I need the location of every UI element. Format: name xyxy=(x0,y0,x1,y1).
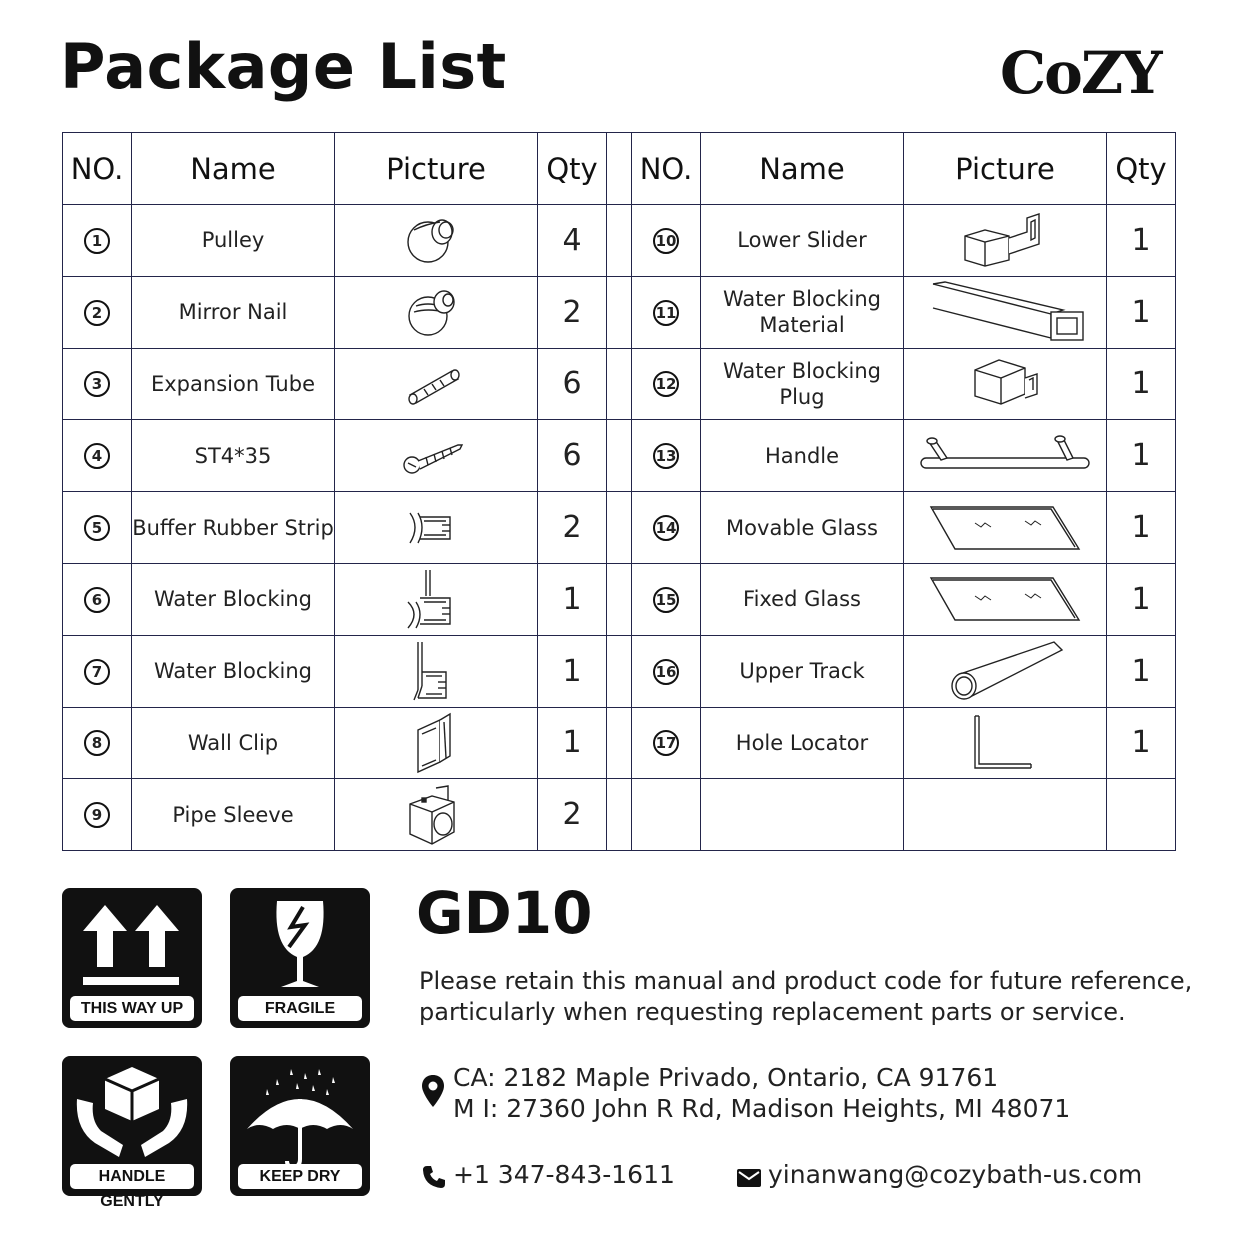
table-row xyxy=(63,563,1176,635)
expansion-tube-icon xyxy=(396,359,476,409)
table-row xyxy=(63,420,1176,492)
keep-dry-sign xyxy=(230,1056,370,1196)
item-name: Water Blocking Material xyxy=(701,276,904,348)
pulley-icon xyxy=(396,210,476,270)
item-number: 14 xyxy=(653,515,679,541)
table-gap xyxy=(607,133,632,205)
item-name: Expansion Tube xyxy=(132,348,335,420)
item-name: Mirror Nail xyxy=(132,276,335,348)
item-name: Wall Clip xyxy=(132,707,335,779)
retain-notice xyxy=(419,966,1219,1028)
item-qty: 2 xyxy=(538,492,607,564)
water-blocking-strip-icon xyxy=(396,566,476,632)
item-number: 17 xyxy=(653,730,679,756)
item-qty: 1 xyxy=(1107,707,1176,779)
item-qty: 1 xyxy=(1107,635,1176,707)
item-qty: 2 xyxy=(538,779,607,851)
package-list-table xyxy=(62,132,1176,851)
item-name: Buffer Rubber Strip xyxy=(132,492,335,564)
item-number: 11 xyxy=(653,300,679,326)
header-picture: Picture xyxy=(335,133,538,205)
mirror-nail-icon xyxy=(396,282,476,342)
sign-label: THIS WAY UP xyxy=(70,996,194,1021)
empty-cell xyxy=(701,779,904,851)
item-number: 12 xyxy=(653,371,679,397)
location-pin-icon xyxy=(421,1074,445,1108)
phone-number[interactable]: +1 347-843-1611 xyxy=(453,1160,675,1189)
item-qty: 6 xyxy=(538,420,607,492)
sign-label: KEEP DRY xyxy=(238,1164,362,1189)
item-qty: 1 xyxy=(1107,276,1176,348)
sign-label: FRAGILE xyxy=(238,996,362,1021)
header-name: Name xyxy=(701,133,904,205)
item-number: 8 xyxy=(84,730,110,756)
item-qty: 6 xyxy=(538,348,607,420)
cozy-logo: CoZY xyxy=(1000,39,1161,107)
notice-line: Please retain this manual and product code for future reference, xyxy=(419,967,1193,995)
item-name: ST4*35 xyxy=(132,420,335,492)
item-name: Water Blocking xyxy=(132,563,335,635)
item-number: 3 xyxy=(84,371,110,397)
empty-cell xyxy=(1107,779,1176,851)
rubber-strip-icon xyxy=(396,503,476,553)
item-qty: 1 xyxy=(1107,563,1176,635)
track-tube-icon xyxy=(940,638,1070,704)
lower-slider-icon xyxy=(955,208,1055,272)
item-name: Pulley xyxy=(132,205,335,277)
header-picture: Picture xyxy=(904,133,1107,205)
item-name: Fixed Glass xyxy=(701,563,904,635)
table-header-row xyxy=(63,133,1176,205)
item-name: Handle xyxy=(701,420,904,492)
empty-cell xyxy=(632,779,701,851)
pipe-sleeve-icon xyxy=(396,782,476,848)
table-row xyxy=(63,276,1176,348)
item-number: 13 xyxy=(653,443,679,469)
screw-icon xyxy=(396,431,476,481)
angle-locator-icon xyxy=(955,710,1055,776)
glass-panel-icon xyxy=(925,574,1085,624)
item-number: 9 xyxy=(84,802,110,828)
table-row xyxy=(63,348,1176,420)
item-number: 2 xyxy=(84,300,110,326)
item-number: 4 xyxy=(84,443,110,469)
handle-icon xyxy=(915,428,1095,484)
item-qty: 1 xyxy=(1107,205,1176,277)
header-qty: Qty xyxy=(538,133,607,205)
item-name: Movable Glass xyxy=(701,492,904,564)
phone-icon xyxy=(421,1164,447,1190)
plug-icon xyxy=(955,352,1055,416)
item-number: 7 xyxy=(84,659,110,685)
empty-cell xyxy=(904,779,1107,851)
table-row xyxy=(63,635,1176,707)
email-address[interactable]: yinanwang@cozybath-us.com xyxy=(768,1160,1143,1189)
handle-gently-sign xyxy=(62,1056,202,1210)
item-qty: 1 xyxy=(538,635,607,707)
address-ca: CA: 2182 Maple Privado, Ontario, CA 91761 xyxy=(453,1063,999,1092)
item-qty: 1 xyxy=(1107,420,1176,492)
header-no: NO. xyxy=(632,133,701,205)
item-qty: 1 xyxy=(538,707,607,779)
item-qty: 1 xyxy=(538,563,607,635)
notice-line: particularly when requesting replacement parts or service. xyxy=(419,998,1126,1026)
item-number: 16 xyxy=(653,659,679,685)
address-mi: M I: 27360 John R Rd, Madison Heights, MI 48071 xyxy=(453,1094,1071,1123)
header-qty: Qty xyxy=(1107,133,1176,205)
table-row xyxy=(63,707,1176,779)
water-blocking-profile-icon xyxy=(396,638,476,704)
item-qty: 2 xyxy=(538,276,607,348)
item-number: 10 xyxy=(653,228,679,254)
item-number: 5 xyxy=(84,515,110,541)
item-number: 15 xyxy=(653,587,679,613)
page-title: Package List xyxy=(60,30,507,103)
item-number: 1 xyxy=(84,228,110,254)
address-block xyxy=(453,1062,1070,1124)
item-name: Lower Slider xyxy=(701,205,904,277)
sign-label: HANDLE GENTLY xyxy=(70,1164,194,1189)
item-name: Water Blocking xyxy=(132,635,335,707)
item-name: Hole Locator xyxy=(701,707,904,779)
header-name: Name xyxy=(132,133,335,205)
this-way-up-sign xyxy=(62,888,202,1028)
product-code: GD10 xyxy=(416,879,593,947)
item-qty: 1 xyxy=(1107,348,1176,420)
item-qty: 4 xyxy=(538,205,607,277)
table-row xyxy=(63,779,1176,851)
glass-panel-icon xyxy=(925,503,1085,553)
fragile-sign xyxy=(230,888,370,1028)
item-qty: 1 xyxy=(1107,492,1176,564)
table-row xyxy=(63,205,1176,277)
email-icon xyxy=(736,1168,762,1188)
table-row xyxy=(63,492,1176,564)
square-tube-icon xyxy=(925,280,1085,344)
header-no: NO. xyxy=(63,133,132,205)
item-number: 6 xyxy=(84,587,110,613)
item-name: Pipe Sleeve xyxy=(132,779,335,851)
item-name: Upper Track xyxy=(701,635,904,707)
item-name: Water Blocking Plug xyxy=(701,348,904,420)
wall-clip-icon xyxy=(396,710,476,776)
